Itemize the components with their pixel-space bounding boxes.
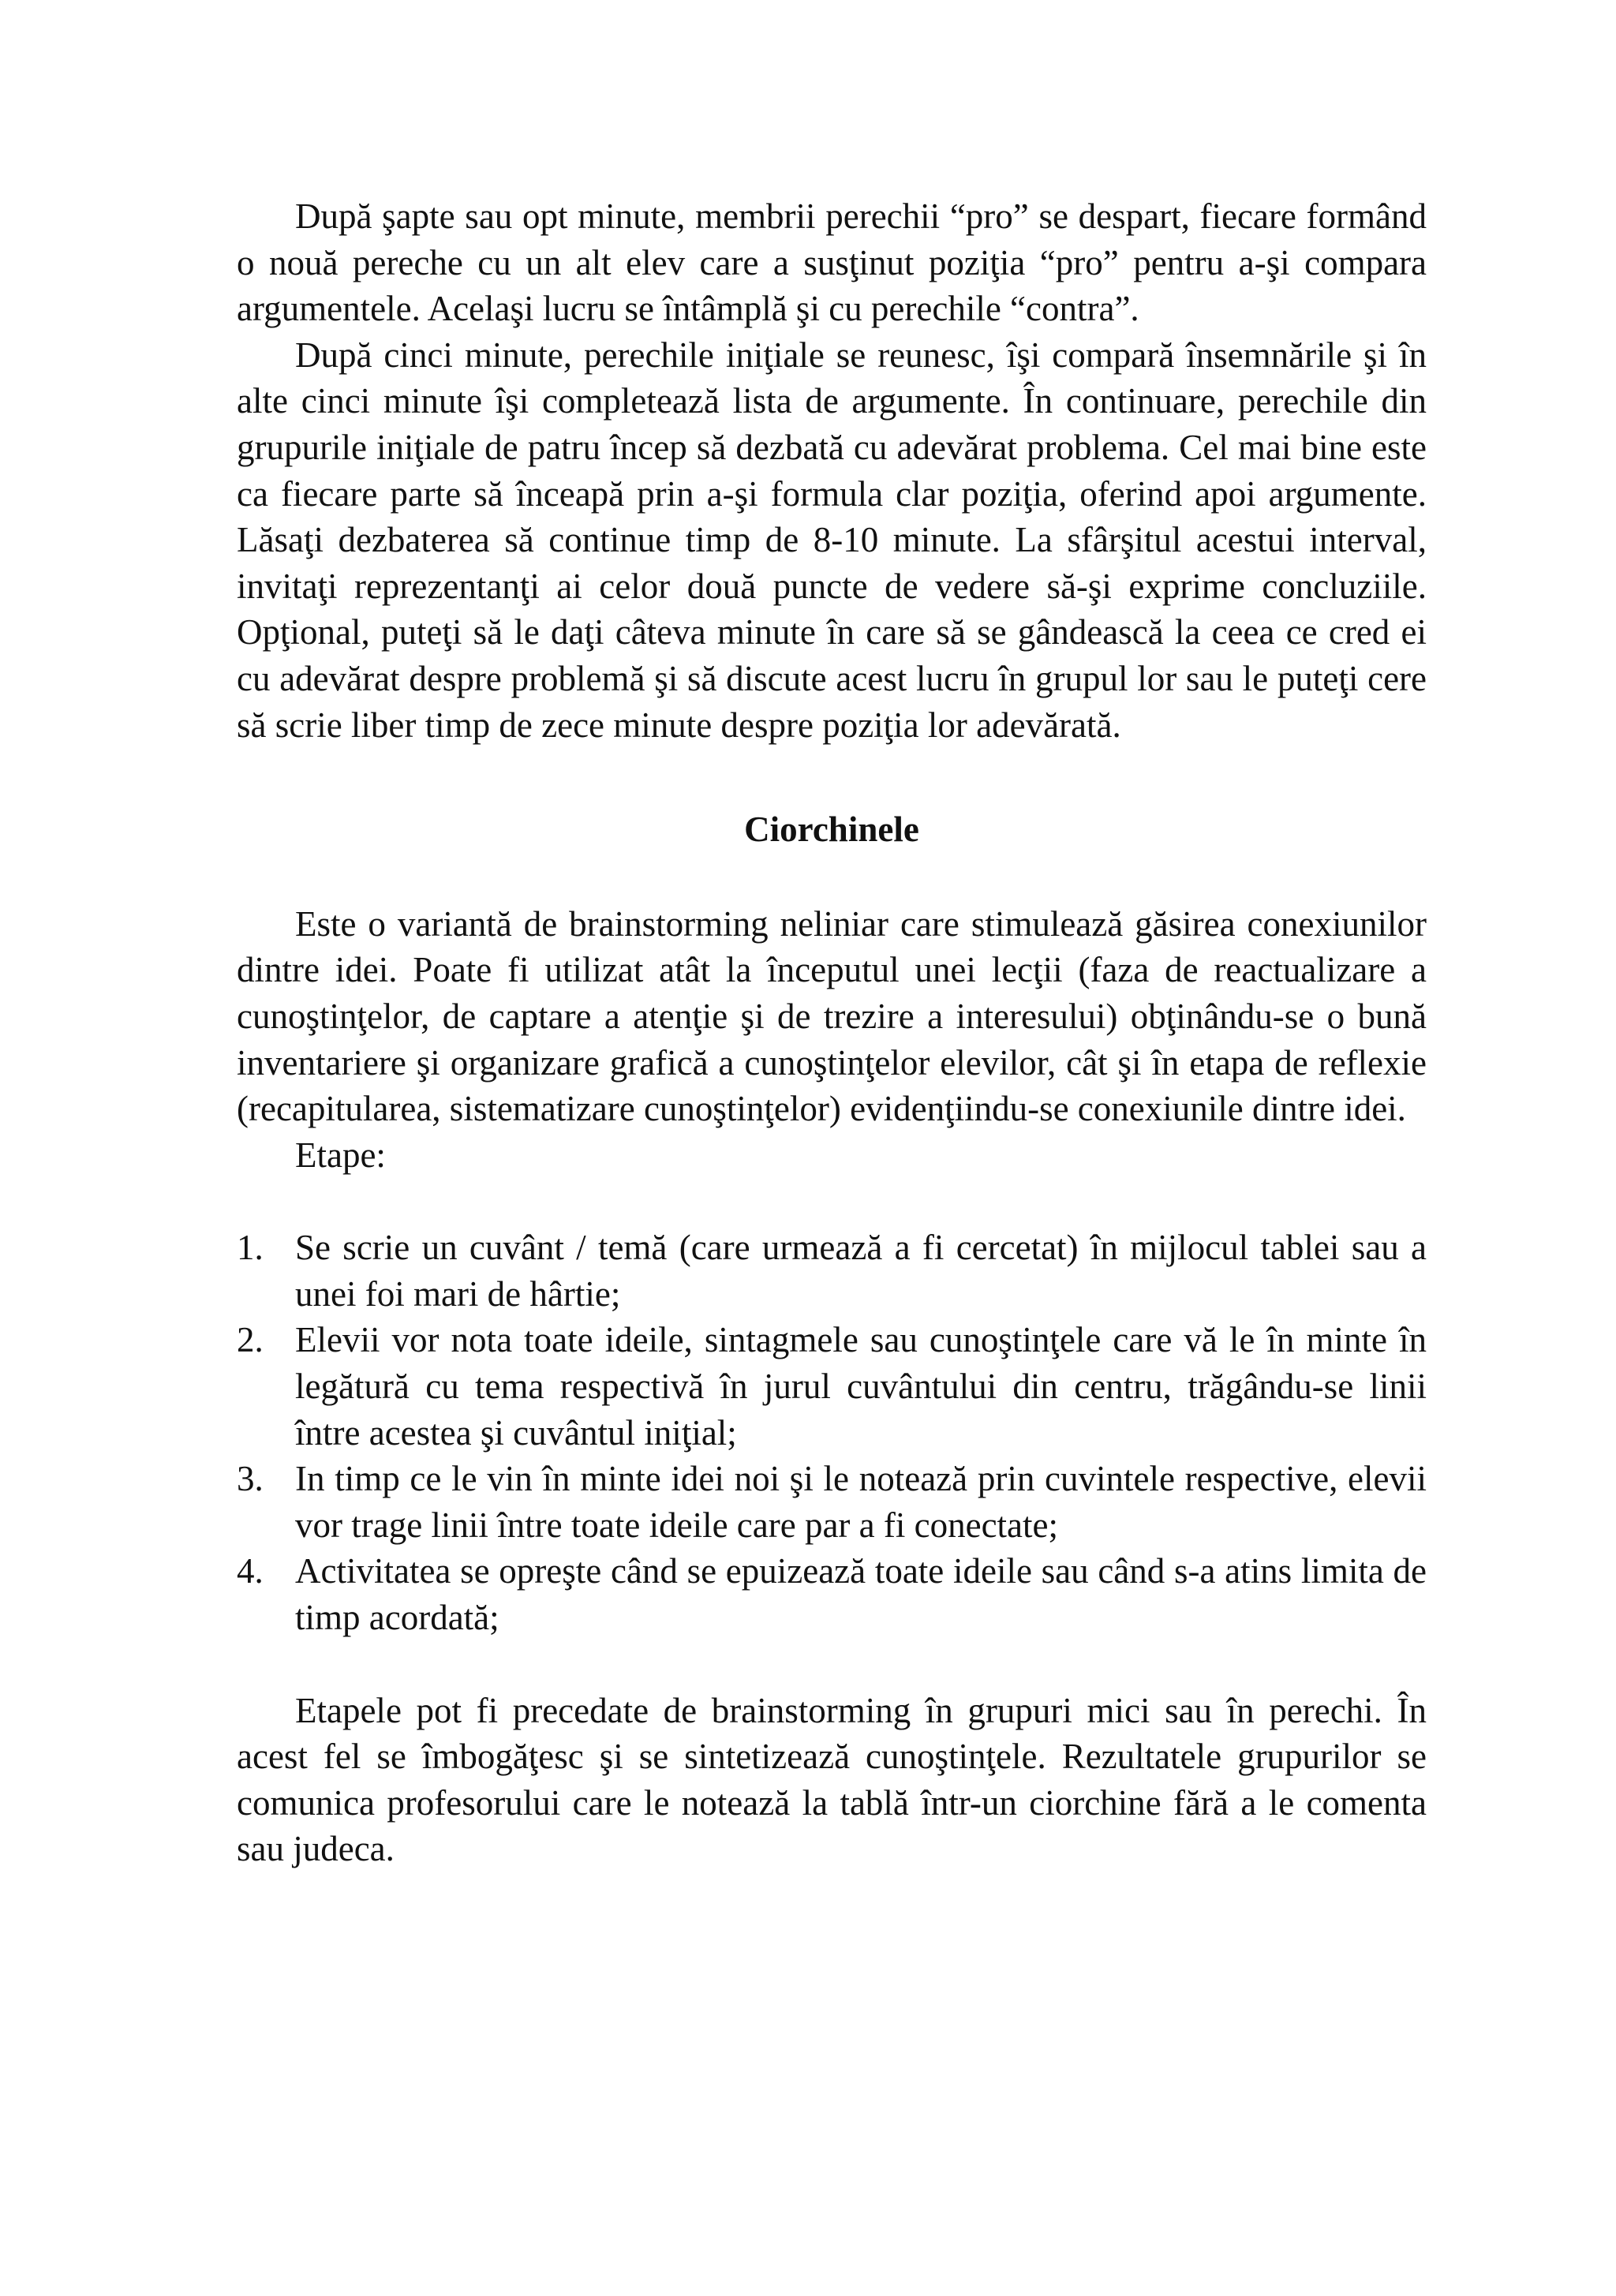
- list-item-text: In timp ce le vin în minte idei noi şi le notează prin cuvintele respective, elevii vor trage linii între toate ideile care par a fi conectate;: [295, 1459, 1427, 1545]
- document-page: [237, 193, 1427, 1872]
- list-item: [237, 1456, 1427, 1548]
- list-item: [237, 1225, 1427, 1317]
- paragraph-conclusion: Etapele pot fi precedate de brainstorming în grupuri mici sau în perechi. În acest fel se îmbogăţesc şi se sintetizează cunoştinţele. Rezultatele grupurilor se comunica profesorului care le notează la tablă într-un ciorchine fără a le comenta sau judeca.: [237, 1690, 1427, 1869]
- list-item-number: 1.: [237, 1228, 264, 1268]
- paragraph-pro-pairs: După şapte sau opt minute, membrii perechii “pro” se despart, fiecare formând o nouă pereche cu un alt elev care a susţinut poziţia “pro” pentru a-şi compara argumentele. Acelaşi lucru se întâmplă şi cu perechile “contra”.: [237, 196, 1427, 329]
- list-item: [237, 1317, 1427, 1456]
- section-heading: Ciorchinele: [744, 810, 919, 850]
- list-item-number: 2.: [237, 1320, 264, 1360]
- list-item-number: 4.: [237, 1551, 264, 1591]
- steps-list: [237, 1225, 1427, 1640]
- list-item-text: Se scrie un cuvânt / temă (care urmează a fi cercetat) în mijlocul tablei sau a unei foi mari de hârtie;: [295, 1228, 1427, 1314]
- list-item: [237, 1548, 1427, 1640]
- paragraph-etape-label: Etape:: [295, 1135, 386, 1175]
- list-item-number: 3.: [237, 1459, 264, 1499]
- paragraph-ciorchinele-definition: Este o variantă de brainstorming neliniar care stimulează găsirea conexiunilor dintre idei. Poate fi utilizat atât la începutul unei lecţii (faza de reactualizare a cunoştinţelor, de captare a atenţie şi de trezire a interesului) obţinându-se o bună inventariere şi organizare grafică a cunoştinţelor elevilor, cât şi în etapa de reflexie (recapitularea, sistematizare cunoştinţelor) evidenţiindu-se conexiunile dintre idei.: [237, 903, 1427, 1129]
- paragraph-debate: După cinci minute, perechile iniţiale se reunesc, îşi compară însemnările şi în alte cinci minute îşi completează lista de argumente. În continuare, perechile din grupurile iniţiale de patru încep să dezbată cu adevărat problema. Cel mai bine este ca fiecare parte să înceapă prin a-şi formula clar poziţia, oferind apoi argumente. Lăsaţi dezbaterea să continue timp de 8-10 minute. La sfârşitul acestui interval, invitaţi reprezentanţi ai celor două puncte de vedere să-şi exprime concluziile. Opţional, puteţi să le daţi câteva minute în care să se gândească la ceea ce cred ei cu adevărat despre problemă şi să discute acest lucru în grupul lor sau le puteţi cere să scrie liber timp de zece minute despre poziţia lor adevărată.: [237, 335, 1427, 745]
- list-item-text: Elevii vor nota toate ideile, sintagmele sau cunoştinţele care vă le în minte în legătură cu tema respectivă în jurul cuvântului din centru, trăgându-se linii între acestea şi cuvântul iniţial;: [295, 1320, 1427, 1453]
- list-item-text: Activitatea se opreşte când se epuizează toate ideile sau când s-a atins limita de timp acordată;: [295, 1551, 1427, 1638]
